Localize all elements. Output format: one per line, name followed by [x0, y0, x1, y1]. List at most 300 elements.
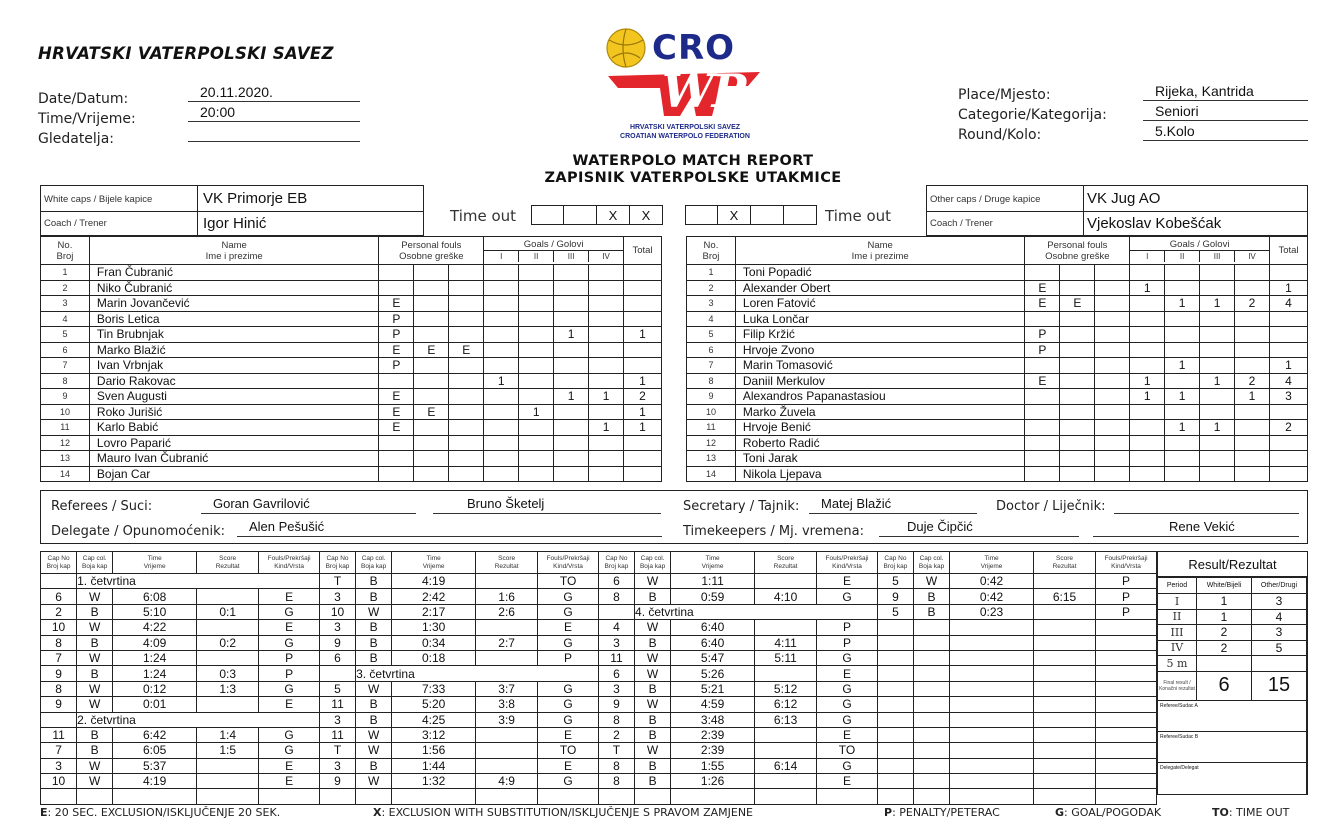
event-cap-no[interactable]: 10 — [319, 604, 355, 619]
event-cap-no[interactable] — [877, 681, 913, 696]
period-goal-cell[interactable] — [484, 404, 519, 420]
period-goal-cell[interactable]: 1 — [1165, 420, 1200, 436]
event-score[interactable] — [1033, 697, 1095, 712]
total-goals-cell[interactable]: 1 — [624, 327, 662, 343]
event-time[interactable]: 1:26 — [671, 774, 755, 789]
personal-foul-cell[interactable] — [449, 466, 484, 482]
event-score[interactable] — [197, 789, 259, 804]
event-cap-color[interactable]: W — [356, 743, 392, 758]
period-goal-cell[interactable] — [1200, 389, 1235, 405]
player-name[interactable]: Marko Žuvela — [735, 404, 1025, 420]
event-kind[interactable]: G — [259, 727, 320, 742]
period-goal-cell[interactable]: 1 — [589, 420, 624, 436]
player-name[interactable]: Ivan Vrbnjak — [89, 358, 378, 374]
event-cap-color[interactable]: W — [635, 574, 671, 589]
event-time[interactable]: 4:19 — [113, 774, 197, 789]
period-goal-cell[interactable]: 1 — [1200, 420, 1235, 436]
event-time[interactable]: 4:22 — [113, 620, 197, 635]
personal-foul-cell[interactable] — [1025, 389, 1060, 405]
event-score[interactable]: 4:9 — [476, 774, 538, 789]
doctor-field[interactable] — [1114, 495, 1299, 514]
player-name[interactable]: Boris Letica — [89, 311, 378, 327]
other-coach-name[interactable]: Vjekoslav Kobešćak — [1087, 215, 1222, 232]
total-goals-cell[interactable] — [624, 466, 662, 482]
period-goal-cell[interactable] — [1235, 451, 1270, 467]
total-goals-cell[interactable] — [624, 296, 662, 312]
personal-foul-cell[interactable] — [1025, 435, 1060, 451]
personal-foul-cell[interactable] — [449, 389, 484, 405]
personal-foul-cell[interactable] — [414, 389, 449, 405]
total-goals-cell[interactable]: 1 — [624, 404, 662, 420]
event-time[interactable]: 6:08 — [113, 589, 197, 604]
period-goal-cell[interactable] — [1165, 265, 1200, 281]
event-time[interactable] — [950, 712, 1034, 727]
event-kind[interactable]: G — [817, 712, 878, 727]
event-time[interactable] — [950, 727, 1034, 742]
event-cap-color[interactable] — [913, 650, 949, 665]
player-name[interactable]: Dario Rakovac — [89, 373, 378, 389]
period-goal-cell[interactable]: 1 — [554, 389, 589, 405]
period-goal-cell[interactable] — [589, 296, 624, 312]
period-goal-cell[interactable] — [554, 420, 589, 436]
event-time[interactable]: 1:56 — [392, 743, 476, 758]
event-cap-color[interactable]: B — [635, 635, 671, 650]
total-goals-cell[interactable] — [1269, 327, 1307, 343]
event-cap-color[interactable]: W — [356, 604, 392, 619]
white-coach-name[interactable]: Igor Hinić — [203, 215, 267, 232]
player-name[interactable]: Filip Kržić — [735, 327, 1025, 343]
period-goal-cell[interactable] — [589, 280, 624, 296]
event-score[interactable]: 6:12 — [755, 697, 817, 712]
total-goals-cell[interactable] — [1269, 466, 1307, 482]
total-goals-cell[interactable] — [1269, 265, 1307, 281]
period-goal-cell[interactable] — [1165, 404, 1200, 420]
period-goal-cell[interactable] — [1165, 342, 1200, 358]
event-time[interactable]: 2:42 — [392, 589, 476, 604]
event-cap-no[interactable]: 9 — [41, 666, 77, 681]
event-cap-color[interactable]: B — [913, 604, 949, 619]
event-cap-no[interactable]: 3 — [319, 758, 355, 773]
player-name[interactable]: Alexandros Papanastasiou — [735, 389, 1025, 405]
event-kind[interactable]: P — [1096, 574, 1157, 589]
event-cap-no[interactable]: 5 — [877, 574, 913, 589]
period-goal-cell[interactable] — [1130, 311, 1165, 327]
personal-foul-cell[interactable] — [414, 435, 449, 451]
personal-foul-cell[interactable] — [1060, 451, 1095, 467]
personal-foul-cell[interactable] — [1095, 296, 1130, 312]
event-kind[interactable]: P — [817, 635, 878, 650]
event-score[interactable] — [476, 743, 538, 758]
period-goal-cell[interactable] — [519, 342, 554, 358]
total-goals-cell[interactable]: 2 — [624, 389, 662, 405]
event-cap-color[interactable]: W — [77, 589, 113, 604]
total-goals-cell[interactable] — [624, 342, 662, 358]
personal-foul-cell[interactable] — [1025, 358, 1060, 374]
time-field[interactable]: 20:00 — [188, 103, 360, 122]
event-cap-no[interactable]: 11 — [319, 727, 355, 742]
event-cap-no[interactable] — [41, 789, 77, 804]
event-kind[interactable]: G — [259, 635, 320, 650]
player-name[interactable]: Marin Tomasović — [735, 358, 1025, 374]
event-score[interactable] — [755, 620, 817, 635]
player-name[interactable]: Nikola Ljepava — [735, 466, 1025, 482]
event-kind[interactable] — [259, 789, 320, 804]
player-name[interactable]: Hrvoje Zvono — [735, 342, 1025, 358]
period-goal-cell[interactable] — [1165, 280, 1200, 296]
period-goal-cell[interactable]: 1 — [1165, 358, 1200, 374]
period-goal-cell[interactable] — [519, 466, 554, 482]
period-goal-cell[interactable] — [554, 265, 589, 281]
event-time[interactable]: 0:42 — [950, 589, 1034, 604]
event-cap-no[interactable]: 10 — [41, 620, 77, 635]
period-goal-cell[interactable] — [1130, 342, 1165, 358]
event-time[interactable]: 3:12 — [392, 727, 476, 742]
event-kind[interactable]: P — [817, 620, 878, 635]
event-cap-no[interactable]: 5 — [877, 604, 913, 619]
event-cap-no[interactable] — [877, 697, 913, 712]
period-goal-cell[interactable] — [589, 435, 624, 451]
event-cap-color[interactable]: B — [356, 635, 392, 650]
period-goal-cell[interactable] — [519, 265, 554, 281]
event-kind[interactable]: G — [817, 758, 878, 773]
personal-foul-cell[interactable] — [1025, 265, 1060, 281]
total-goals-cell[interactable]: 1 — [624, 373, 662, 389]
event-time[interactable] — [950, 789, 1034, 804]
timekeeper-2-field[interactable]: Rene Vekić — [1093, 518, 1299, 537]
period-goal-cell[interactable] — [1130, 451, 1165, 467]
event-score[interactable] — [1033, 774, 1095, 789]
total-goals-cell[interactable] — [1269, 404, 1307, 420]
event-kind[interactable]: E — [817, 727, 878, 742]
period-goal-cell[interactable] — [1200, 358, 1235, 374]
period-goal-cell[interactable] — [484, 311, 519, 327]
player-name[interactable]: Mauro Ivan Čubranić — [89, 451, 378, 467]
period-goal-cell[interactable] — [1235, 358, 1270, 374]
personal-foul-cell[interactable] — [449, 327, 484, 343]
event-cap-no[interactable]: 8 — [598, 774, 634, 789]
player-name[interactable]: Roko Jurišić — [89, 404, 378, 420]
event-time[interactable]: 0:42 — [950, 574, 1034, 589]
personal-foul-cell[interactable] — [1025, 311, 1060, 327]
event-cap-color[interactable]: B — [635, 589, 671, 604]
period-goal-cell[interactable]: 1 — [1165, 389, 1200, 405]
event-kind[interactable]: E — [817, 666, 878, 681]
period-goal-cell[interactable] — [1200, 466, 1235, 482]
event-cap-no[interactable]: 8 — [598, 712, 634, 727]
personal-foul-cell[interactable] — [414, 311, 449, 327]
period-goal-cell[interactable] — [1235, 466, 1270, 482]
player-name[interactable]: Tin Brubnjak — [89, 327, 378, 343]
personal-foul-cell[interactable] — [414, 358, 449, 374]
personal-foul-cell[interactable] — [414, 451, 449, 467]
total-goals-cell[interactable]: 1 — [624, 420, 662, 436]
personal-foul-cell[interactable] — [379, 373, 414, 389]
event-kind[interactable] — [1096, 758, 1157, 773]
period-goal-cell[interactable] — [1235, 435, 1270, 451]
event-cap-color[interactable]: B — [913, 589, 949, 604]
timeout-box[interactable]: X — [630, 205, 663, 225]
total-goals-cell[interactable] — [624, 280, 662, 296]
personal-foul-cell[interactable]: E — [1025, 296, 1060, 312]
event-time[interactable]: 7:33 — [392, 681, 476, 696]
player-name[interactable]: Hrvoje Benić — [735, 420, 1025, 436]
event-cap-no[interactable]: T — [319, 743, 355, 758]
personal-foul-cell[interactable]: E — [1060, 296, 1095, 312]
period-goal-cell[interactable] — [484, 358, 519, 374]
referee-b-signature[interactable]: Referee/Sudac B — [1158, 731, 1307, 762]
period-goal-cell[interactable] — [1200, 327, 1235, 343]
event-score[interactable]: 3:9 — [476, 712, 538, 727]
period-goal-cell[interactable] — [484, 342, 519, 358]
timeout-box[interactable] — [531, 205, 564, 225]
total-goals-cell[interactable]: 4 — [1269, 296, 1307, 312]
period-goal-cell[interactable] — [519, 296, 554, 312]
event-cap-color[interactable] — [356, 789, 392, 804]
period-goal-cell[interactable] — [484, 435, 519, 451]
personal-foul-cell[interactable] — [1025, 451, 1060, 467]
event-cap-no[interactable]: 10 — [41, 774, 77, 789]
event-kind[interactable]: G — [538, 589, 599, 604]
event-score[interactable] — [476, 650, 538, 665]
total-goals-cell[interactable] — [624, 265, 662, 281]
total-goals-cell[interactable] — [624, 435, 662, 451]
event-cap-color[interactable] — [77, 789, 113, 804]
event-kind[interactable] — [538, 789, 599, 804]
period-goal-cell[interactable] — [1165, 466, 1200, 482]
event-time[interactable]: 1:24 — [113, 666, 197, 681]
total-goals-cell[interactable] — [1269, 451, 1307, 467]
event-cap-color[interactable]: W — [77, 620, 113, 635]
personal-foul-cell[interactable]: E — [1025, 280, 1060, 296]
period-goal-cell[interactable] — [1130, 265, 1165, 281]
event-time[interactable]: 0:23 — [950, 604, 1034, 619]
period-goal-cell[interactable] — [484, 466, 519, 482]
event-cap-no[interactable]: 2 — [598, 727, 634, 742]
personal-foul-cell[interactable] — [1095, 420, 1130, 436]
event-cap-no[interactable]: 11 — [319, 697, 355, 712]
event-cap-color[interactable]: W — [77, 697, 113, 712]
personal-foul-cell[interactable] — [1060, 420, 1095, 436]
player-name[interactable]: Sven Augusti — [89, 389, 378, 405]
period-goal-cell[interactable] — [554, 373, 589, 389]
player-name[interactable]: Niko Čubranić — [89, 280, 378, 296]
event-cap-color[interactable] — [913, 681, 949, 696]
personal-foul-cell[interactable] — [1060, 265, 1095, 281]
period-goal-cell[interactable] — [1235, 420, 1270, 436]
event-score[interactable]: 1:3 — [197, 681, 259, 696]
event-score[interactable] — [197, 650, 259, 665]
player-name[interactable]: Loren Fatović — [735, 296, 1025, 312]
personal-foul-cell[interactable] — [449, 373, 484, 389]
period-goal-cell[interactable]: 1 — [1130, 280, 1165, 296]
event-score[interactable]: 2:6 — [476, 604, 538, 619]
event-score[interactable] — [1033, 620, 1095, 635]
event-score[interactable] — [1033, 758, 1095, 773]
period-goal-cell[interactable] — [589, 404, 624, 420]
referee-1-field[interactable]: Goran Gavrilović — [201, 495, 416, 514]
event-time[interactable]: 4:25 — [392, 712, 476, 727]
event-time[interactable] — [950, 650, 1034, 665]
period-goal-cell[interactable] — [1200, 404, 1235, 420]
player-name[interactable]: Bojan Car — [89, 466, 378, 482]
event-kind[interactable] — [1096, 681, 1157, 696]
event-score[interactable] — [1033, 574, 1095, 589]
event-time[interactable]: 1:24 — [113, 650, 197, 665]
event-score[interactable] — [1033, 650, 1095, 665]
period-goal-cell[interactable] — [484, 451, 519, 467]
event-cap-no[interactable]: 3 — [319, 712, 355, 727]
event-score[interactable]: 1:6 — [476, 589, 538, 604]
personal-foul-cell[interactable] — [414, 280, 449, 296]
personal-foul-cell[interactable]: P — [379, 327, 414, 343]
event-kind[interactable] — [1096, 697, 1157, 712]
player-name[interactable]: Karlo Babić — [89, 420, 378, 436]
event-cap-color[interactable]: B — [635, 774, 671, 789]
event-score[interactable]: 2:7 — [476, 635, 538, 650]
personal-foul-cell[interactable] — [449, 435, 484, 451]
personal-foul-cell[interactable]: P — [379, 358, 414, 374]
player-name[interactable]: Marin Jovančević — [89, 296, 378, 312]
event-score[interactable]: 0:1 — [197, 604, 259, 619]
event-kind[interactable]: E — [259, 589, 320, 604]
period-goal-cell[interactable] — [589, 466, 624, 482]
event-kind[interactable]: G — [817, 681, 878, 696]
event-time[interactable] — [950, 666, 1034, 681]
period-goal-cell[interactable] — [1130, 435, 1165, 451]
period-goal-cell[interactable] — [1165, 451, 1200, 467]
period-goal-cell[interactable] — [589, 327, 624, 343]
total-goals-cell[interactable] — [624, 451, 662, 467]
event-time[interactable]: 0:34 — [392, 635, 476, 650]
event-cap-no[interactable] — [877, 743, 913, 758]
event-kind[interactable]: G — [817, 650, 878, 665]
event-time[interactable]: 6:42 — [113, 727, 197, 742]
period-goal-cell[interactable] — [1165, 311, 1200, 327]
other-team-name[interactable]: VK Jug AO — [1087, 190, 1161, 207]
event-cap-color[interactable]: W — [635, 650, 671, 665]
event-score[interactable] — [755, 743, 817, 758]
event-cap-color[interactable] — [913, 727, 949, 742]
period-goal-cell[interactable] — [1200, 435, 1235, 451]
period-goal-cell[interactable] — [484, 420, 519, 436]
event-cap-no[interactable]: 9 — [41, 697, 77, 712]
period-goal-cell[interactable]: 1 — [1200, 373, 1235, 389]
event-kind[interactable]: E — [259, 774, 320, 789]
event-cap-no[interactable]: 8 — [598, 758, 634, 773]
event-kind[interactable]: P — [1096, 589, 1157, 604]
event-cap-color[interactable]: W — [77, 681, 113, 696]
total-goals-cell[interactable] — [624, 358, 662, 374]
event-kind[interactable]: G — [817, 589, 878, 604]
event-kind[interactable]: TO — [538, 574, 599, 589]
event-kind[interactable]: E — [259, 620, 320, 635]
timekeeper-1-field[interactable]: Duje Čipčić — [879, 518, 1079, 537]
event-score[interactable]: 4:11 — [755, 635, 817, 650]
period-goal-cell[interactable] — [1200, 265, 1235, 281]
event-score[interactable]: 3:8 — [476, 697, 538, 712]
event-score[interactable] — [1033, 604, 1095, 619]
event-score[interactable]: 0:2 — [197, 635, 259, 650]
event-kind[interactable]: P — [1096, 604, 1157, 619]
event-cap-color[interactable]: B — [77, 666, 113, 681]
personal-foul-cell[interactable] — [1095, 404, 1130, 420]
personal-foul-cell[interactable] — [414, 296, 449, 312]
event-time[interactable]: 6:40 — [671, 635, 755, 650]
event-cap-no[interactable]: 8 — [41, 635, 77, 650]
event-time[interactable]: 4:19 — [392, 574, 476, 589]
event-kind[interactable]: E — [259, 758, 320, 773]
event-kind[interactable]: G — [259, 743, 320, 758]
event-time[interactable]: 0:01 — [113, 697, 197, 712]
player-name[interactable]: Roberto Radić — [735, 435, 1025, 451]
personal-foul-cell[interactable] — [1060, 404, 1095, 420]
event-time[interactable]: 3:48 — [671, 712, 755, 727]
period-goal-cell[interactable] — [1235, 280, 1270, 296]
personal-foul-cell[interactable] — [1025, 420, 1060, 436]
event-kind[interactable] — [1096, 635, 1157, 650]
event-score[interactable]: 5:12 — [755, 681, 817, 696]
event-kind[interactable]: P — [259, 650, 320, 665]
event-cap-color[interactable] — [913, 697, 949, 712]
player-name[interactable]: Marko Blažić — [89, 342, 378, 358]
event-cap-no[interactable]: 9 — [319, 635, 355, 650]
personal-foul-cell[interactable] — [1060, 466, 1095, 482]
period-goal-cell[interactable] — [1235, 327, 1270, 343]
personal-foul-cell[interactable] — [1060, 311, 1095, 327]
event-cap-no[interactable]: 4 — [598, 620, 634, 635]
period-goal-cell[interactable] — [519, 358, 554, 374]
player-name[interactable]: Daniil Merkulov — [735, 373, 1025, 389]
timeout-box[interactable]: X — [597, 205, 630, 225]
period-goal-cell[interactable] — [1235, 311, 1270, 327]
period-goal-cell[interactable]: 2 — [1235, 296, 1270, 312]
event-time[interactable]: 5:20 — [392, 697, 476, 712]
event-cap-color[interactable] — [913, 743, 949, 758]
personal-foul-cell[interactable]: P — [1025, 327, 1060, 343]
event-cap-color[interactable]: W — [77, 650, 113, 665]
event-cap-color[interactable] — [913, 712, 949, 727]
period-goal-cell[interactable]: 1 — [1165, 296, 1200, 312]
event-cap-no[interactable] — [877, 620, 913, 635]
event-time[interactable]: 6:05 — [113, 743, 197, 758]
event-time[interactable]: 5:47 — [671, 650, 755, 665]
event-score[interactable] — [755, 774, 817, 789]
period-goal-cell[interactable] — [554, 404, 589, 420]
event-kind[interactable] — [1096, 650, 1157, 665]
player-name[interactable]: Luka Lončar — [735, 311, 1025, 327]
personal-foul-cell[interactable] — [449, 358, 484, 374]
personal-foul-cell[interactable] — [1060, 358, 1095, 374]
event-score[interactable] — [197, 697, 259, 712]
period-goal-cell[interactable] — [589, 342, 624, 358]
event-cap-no[interactable]: 6 — [598, 666, 634, 681]
event-cap-color[interactable]: B — [356, 697, 392, 712]
place-field[interactable]: Rijeka, Kantrida — [1143, 82, 1308, 101]
period-goal-cell[interactable] — [519, 389, 554, 405]
event-kind[interactable]: G — [259, 604, 320, 619]
event-cap-no[interactable] — [877, 650, 913, 665]
event-kind[interactable] — [1096, 789, 1157, 804]
total-goals-cell[interactable] — [1269, 342, 1307, 358]
event-cap-color[interactable]: W — [635, 666, 671, 681]
event-kind[interactable]: E — [817, 574, 878, 589]
period-goal-cell[interactable] — [1130, 404, 1165, 420]
personal-foul-cell[interactable] — [414, 327, 449, 343]
event-cap-no[interactable]: T — [598, 743, 634, 758]
event-time[interactable]: 1:11 — [671, 574, 755, 589]
period-goal-cell[interactable]: 1 — [554, 327, 589, 343]
period-goal-cell[interactable] — [519, 451, 554, 467]
